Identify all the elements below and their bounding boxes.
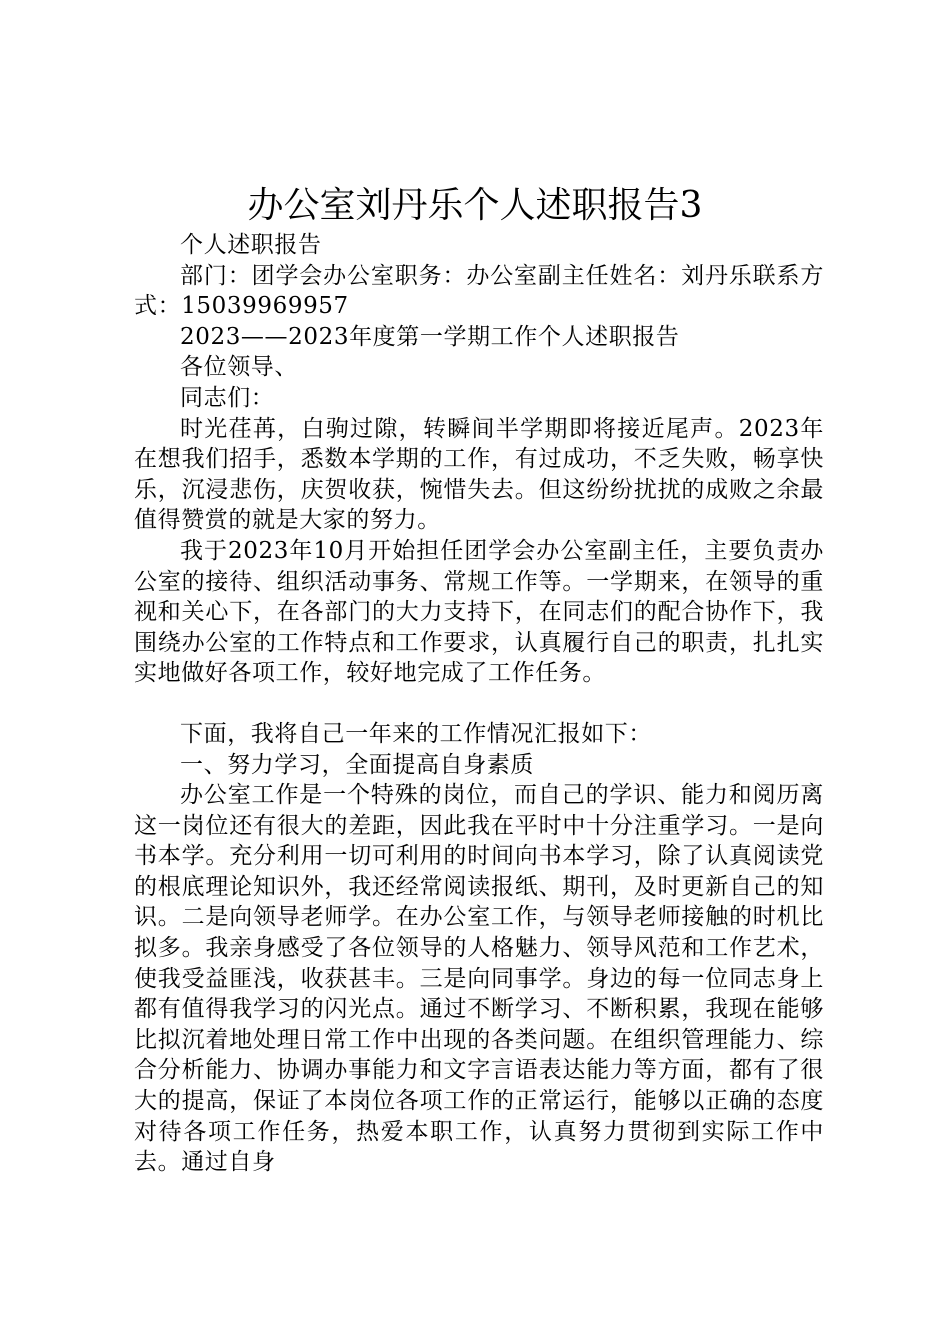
- paragraph-intro: 时光荏苒，白驹过隙，转瞬间半学期即将接近尾声。2023年在想我们招手，悉数本学期的工作，有过成功，不乏失败，畅享快乐，沉浸悲伤，庆贺收获，惋惜失去。但这纷纷扰扰的成败之余最值得赞赏的就是大家的努力。: [134, 415, 824, 534]
- paragraph-report-title: 2023——2023年度第一学期工作个人述职报告: [180, 323, 680, 350]
- paragraph-role: 我于2023年10月开始担任团学会办公室副主任，主要负责办公室的接待、组织活动事务、常规工作等。一学期来，在领导的重视和关心下，在各部门的大力支持下，在同志们的配合协作下，我围绕办公室的工作特点和工作要求，认真履行自己的职责，扎扎实实地做好各项工作，较好地完成了工作任务。: [134, 537, 824, 687]
- paragraph-transition: 下面，我将自己一年来的工作情况汇报如下：: [180, 720, 652, 747]
- paragraph-heading: 个人述职报告: [180, 232, 322, 258]
- paragraph-salutation-1: 各位领导、: [180, 354, 298, 381]
- paragraph-study: 办公室工作是一个特殊的岗位，而自己的学识、能力和阅历离这一岗位还有很大的差距，因此我在平时中十分注重学习。一是向书本学。充分利用一切可利用的时间向书本学习，除了认真阅读党的根底理论知识外，我还经常阅读报纸、期刊，及时更新自己的知识。二是向领导老师学。在办公室工作，与领导老师接触的时机比拟多。我亲身感受了各位领导的人格魅力、领导风范和工作艺术，使我受益匪浅，收获甚丰。三是向同事学。身边的每一位同志身上都有值得我学习的闪光点。通过不断学习、不断积累，我现在能够比拟沉着地处理日常工作中出现的各类问题。在组织管理能力、综合分析能力、协调办事能力和文字言语表达能力等方面，都有了很大的提高，保证了本岗位各项工作的正常运行，能够以正确的态度对待各项工作任务，热爱本职工作，认真努力贯彻到实际工作中去。通过自身: [134, 782, 824, 1176]
- document-body: [134, 230, 824, 1178]
- paragraph-contact-info: 部门：团学会办公室职务：办公室副主任姓名：刘丹乐联系方式：15039969957: [134, 262, 824, 320]
- document-title: 办公室刘丹乐个人述职报告3: [247, 185, 703, 226]
- paragraph-salutation-2: 同志们：: [180, 384, 275, 411]
- section-heading-1: 一、努力学习，全面提高自身素质: [180, 751, 534, 778]
